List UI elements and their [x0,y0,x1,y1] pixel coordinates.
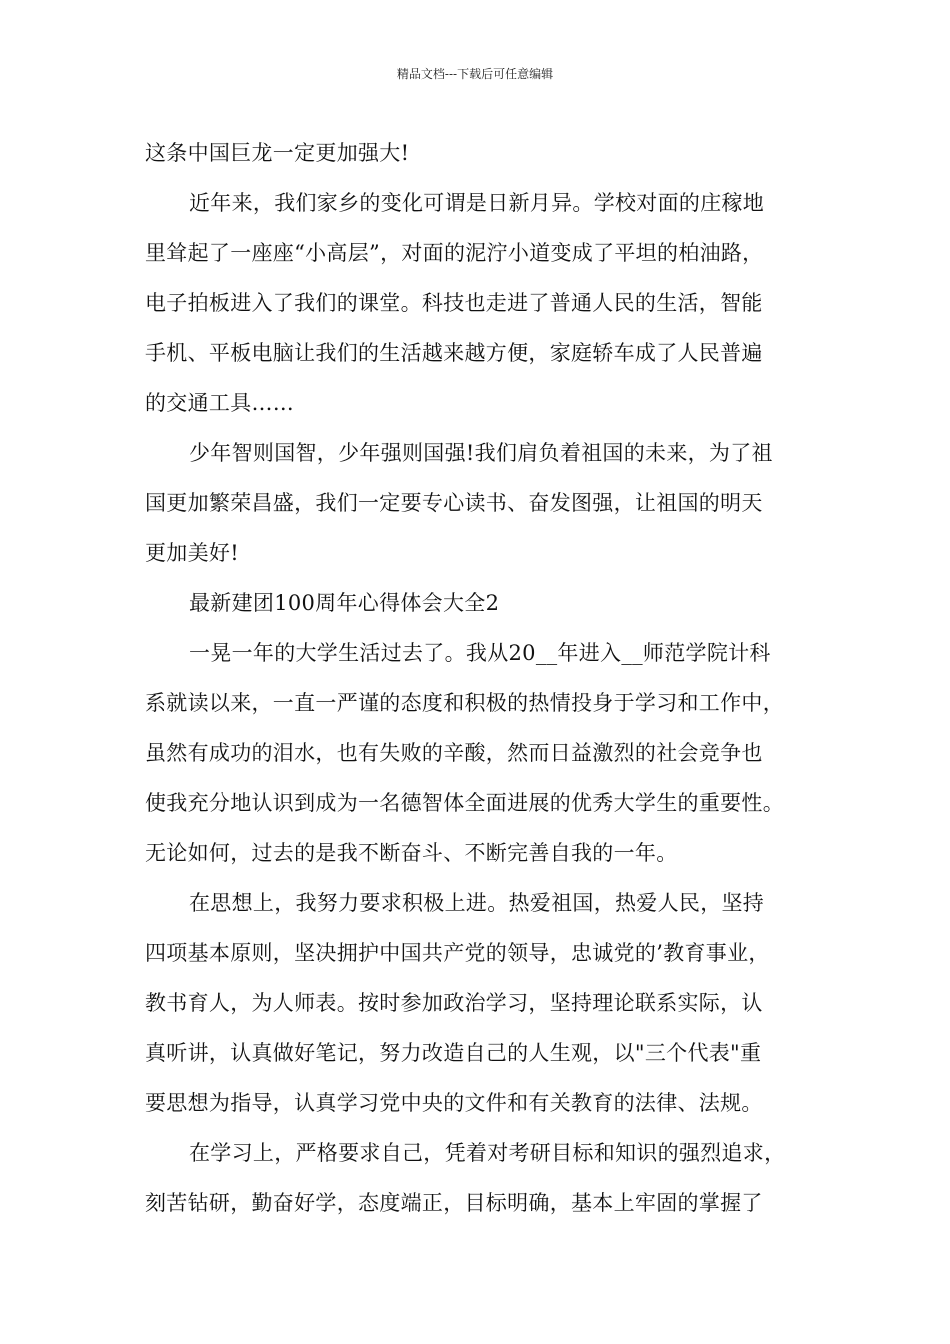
text-line: 这条中国巨龙一定更加强大! [145,141,410,165]
text-line: 虽然有成功的泪水，也有失败的辛酸，然而日益激烈的社会竞争也 [145,741,763,765]
text-line: 里耸起了一座座“小高层”，对面的泥泞小道变成了平坦的柏油路， [145,241,764,265]
text-line: 真听讲，认真做好笔记，努力改造自己的人生观，以"三个代表"重 [145,1041,762,1065]
text-line: 的交通工具…… [145,391,295,415]
document-body [145,128,833,1228]
text-line: 教书育人，为人师表。按时参加政治学习，坚持理论联系实际，认 [145,991,763,1015]
text-line: 手机、平板电脑让我们的生活越来越方便，家庭轿车成了人民普遍 [145,341,763,365]
text-line: 国更加繁荣昌盛，我们一定要专心读书、奋发图强，让祖国的明天 [145,491,763,515]
page-header: 精品文档---下载后可任意编辑 [396,67,554,81]
text-line: 在思想上，我努力要求积极上进。热爱祖国，热爱人民，坚持 [189,891,765,915]
text-line: 系就读以来，一直一严谨的态度和积极的热情投身于学习和工作中， [145,691,784,715]
text-line: 电子拍板进入了我们的课堂。科技也走进了普通人民的生活，智能 [145,291,763,315]
text-line: 最新建团100周年心得体会大全2 [189,591,500,615]
text-line: 少年智则国智，少年强则国强!我们肩负着祖国的未来，为了祖 [189,441,773,465]
text-line: 刻苦钻研，勤奋好学，态度端正，目标明确，基本上牢固的掌握了 [145,1191,763,1215]
text-line: 要思想为指导，认真学习党中央的文件和有关教育的法律、法规。 [145,1091,763,1115]
text-line: 在学习上，严格要求自己，凭着对考研目标和知识的强烈追求， [189,1141,786,1165]
text-line: 近年来，我们家乡的变化可谓是日新月异。学校对面的庄稼地 [189,191,765,215]
text-line: 更加美好! [145,541,239,565]
text-line: 无论如何，过去的是我不断奋斗、不断完善自我的一年。 [145,841,678,865]
text-line: 四项基本原则，坚决拥护中国共产党的领导，忠诚党的’教育事业， [145,941,770,965]
text-line: 使我充分地认识到成为一名德智体全面进展的优秀大学生的重要性。 [145,791,784,815]
text-line: 一晃一年的大学生活过去了。我从20__年进入__师范学院计科 [189,641,771,665]
